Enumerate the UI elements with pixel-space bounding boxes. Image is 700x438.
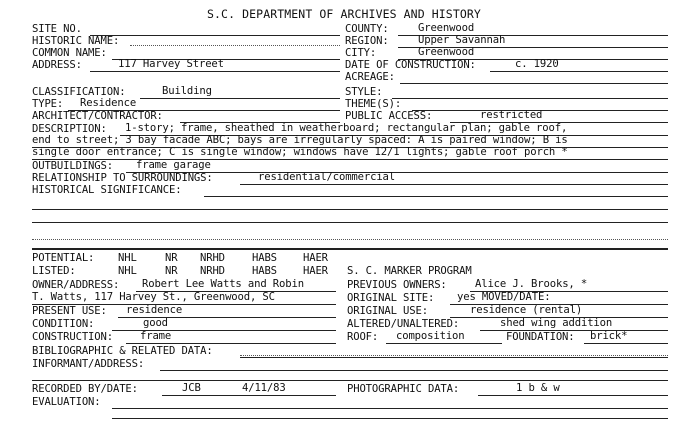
city-label: CITY: <box>345 47 377 59</box>
informant-field[interactable] <box>160 370 668 371</box>
acreage-field[interactable] <box>400 83 668 84</box>
original-use-value[interactable]: residence (rental) <box>470 304 583 316</box>
public-access-value[interactable]: restricted <box>480 109 543 121</box>
roof-rule <box>386 343 502 344</box>
altered-label: ALTERED/UNALTERED: <box>347 318 460 330</box>
potential-nhl[interactable]: NHL <box>118 252 137 264</box>
description-label: DESCRIPTION: <box>32 123 107 135</box>
recorded-by-label: RECORDED BY/DATE: <box>32 383 138 395</box>
significance-rule-4 <box>32 239 668 240</box>
owner-value-line-1[interactable]: Robert Lee Watts and Robin <box>142 278 304 290</box>
public-access-label: PUBLIC ACCESS: <box>345 110 433 122</box>
city-value[interactable]: Greenwood <box>418 46 475 58</box>
foundation-value[interactable]: brick* <box>590 330 628 342</box>
relationship-value[interactable]: residential/commercial <box>258 171 396 183</box>
previous-owners-value[interactable]: Alice J. Brooks, * <box>475 278 588 290</box>
potential-nr[interactable]: NR <box>165 252 178 264</box>
altered-value[interactable]: shed wing addition <box>500 317 613 329</box>
type-label: TYPE: <box>32 98 64 110</box>
outbuildings-label: OUTBUILDINGS: <box>32 160 113 172</box>
evaluation-label: EVALUATION: <box>32 396 101 408</box>
architect-label: ARCHITECT/CONTRACTOR: <box>32 110 163 122</box>
listed-habs[interactable]: HABS <box>252 265 277 277</box>
original-site-value[interactable]: yes MOVED/DATE: <box>457 291 551 303</box>
historical-significance-label: HISTORICAL SIGNIFICANCE: <box>32 184 182 196</box>
owner-label: OWNER/ADDRESS: <box>32 279 120 291</box>
listed-nr[interactable]: NR <box>165 265 178 277</box>
date-field-line <box>490 71 668 72</box>
site-no-label: SITE NO. <box>32 23 82 35</box>
listed-label: LISTED: <box>32 265 76 277</box>
date-of-construction-value[interactable]: c. 1920 <box>515 58 559 70</box>
classification-value[interactable]: Building <box>162 85 212 97</box>
construction-label: CONSTRUCTION: <box>32 331 113 343</box>
historic-name-label: HISTORIC NAME: <box>32 35 120 47</box>
listed-haer[interactable]: HAER <box>303 265 328 277</box>
previous-owners-label: PREVIOUS OWNERS: <box>347 279 447 291</box>
roof-value[interactable]: composition <box>396 330 465 342</box>
potential-haer[interactable]: HAER <box>303 252 328 264</box>
relationship-field-line <box>240 184 668 185</box>
photographic-data-label: PHOTOGRAPHIC DATA: <box>347 383 460 395</box>
description-line-2[interactable]: end to street; 3 bay facade ABC; bays are irregularly spaced: A is paired window; B is <box>32 134 568 146</box>
common-name-label: COMMON NAME: <box>32 47 107 59</box>
classification-label: CLASSIFICATION: <box>32 86 126 98</box>
description-rule-3 <box>32 159 668 160</box>
bibliographic-field[interactable] <box>240 355 668 356</box>
bibliographic-rule <box>240 357 668 358</box>
condition-label: CONDITION: <box>32 318 95 330</box>
historic-name-field[interactable] <box>130 45 340 46</box>
address-field-line <box>90 71 340 72</box>
roof-label: ROOF: <box>347 331 379 343</box>
acreage-label: ACREAGE: <box>345 71 395 83</box>
photographic-rule <box>478 395 668 396</box>
themes-label: THEME(S): <box>345 98 402 110</box>
marker-program-label: S. C. MARKER PROGRAM <box>347 265 472 277</box>
county-value[interactable]: Greenwood <box>418 22 475 34</box>
recorded-date[interactable]: 4/11/83 <box>242 382 286 394</box>
condition-value[interactable]: good <box>143 317 168 329</box>
photographic-data-value[interactable]: 1 b & w <box>516 382 560 394</box>
informant-label: INFORMANT/ADDRESS: <box>32 358 145 370</box>
classification-field-line <box>140 98 340 99</box>
listed-nhl[interactable]: NHL <box>118 265 137 277</box>
foundation-rule <box>584 343 668 344</box>
listed-nrhd[interactable]: NRHD <box>200 265 225 277</box>
potential-habs[interactable]: HABS <box>252 252 277 264</box>
potential-label: POTENTIAL: <box>32 252 95 264</box>
region-label: REGION: <box>345 35 389 47</box>
style-label: STYLE: <box>345 86 383 98</box>
significance-field[interactable] <box>204 196 668 197</box>
date-of-construction-label: DATE OF CONSTRUCTION: <box>345 59 476 71</box>
present-use-label: PRESENT USE: <box>32 305 107 317</box>
informant-rule-2 <box>32 380 668 381</box>
significance-rule-3 <box>32 222 668 223</box>
address-label: ADDRESS: <box>32 59 82 71</box>
potential-nrhd[interactable]: NRHD <box>200 252 225 264</box>
original-site-label: ORIGINAL SITE: <box>347 292 435 304</box>
address-value[interactable]: 117 Harvey Street <box>118 58 224 70</box>
evaluation-field[interactable] <box>112 408 668 409</box>
site-no-field[interactable] <box>90 35 340 36</box>
significance-rule-2 <box>32 209 668 210</box>
evaluation-rule-2 <box>112 418 668 419</box>
recorded-rule <box>162 395 336 396</box>
county-label: COUNTY: <box>345 23 389 35</box>
construction-value[interactable]: frame <box>140 330 172 342</box>
original-use-label: ORIGINAL USE: <box>347 305 428 317</box>
description-line-1[interactable]: 1-story; frame, sheathed in weatherboard; rectangular plan; gable roof, <box>125 122 568 134</box>
relationship-label: RELATIONSHIP TO SURROUNDINGS: <box>32 172 213 184</box>
description-line-3[interactable]: single door entrance; C is single window; windows have 12/1 lights; gable roof porch * <box>32 146 568 158</box>
region-value[interactable]: Upper Savannah <box>418 34 506 46</box>
section-divider <box>32 248 668 250</box>
present-use-value[interactable]: residence <box>126 304 183 316</box>
type-value[interactable]: Residence <box>80 97 137 109</box>
form-header: S.C. DEPARTMENT OF ARCHIVES AND HISTORY <box>207 7 481 21</box>
style-field[interactable] <box>392 98 668 99</box>
bibliographic-label: BIBLIOGRAPHIC & RELATED DATA: <box>32 345 213 357</box>
owner-value-line-2[interactable]: T. Watts, 117 Harvey St., Greenwood, SC <box>32 291 275 303</box>
recorded-by-initials[interactable]: JCB <box>182 382 201 394</box>
outbuildings-value[interactable]: frame garage <box>136 159 211 171</box>
construction-rule <box>126 343 336 344</box>
foundation-label: FOUNDATION: <box>506 331 575 343</box>
